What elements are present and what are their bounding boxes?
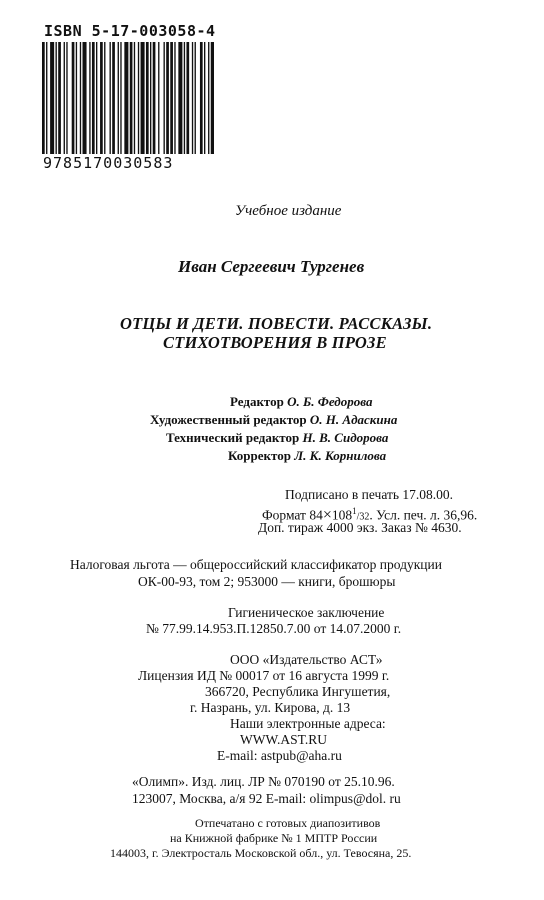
barcode-bar xyxy=(124,42,128,154)
barcode-bar xyxy=(100,42,103,154)
publisher-address1: 366720, Республика Ингушетия, xyxy=(205,684,391,699)
barcode-bar xyxy=(80,42,81,154)
ean-digits: 9785170030583 xyxy=(43,154,174,172)
barcode-bar xyxy=(146,42,149,154)
hygiene-line2: № 77.99.14.953.П.12850.7.00 от 14.07.2000 г. xyxy=(146,621,402,636)
barcode-bar xyxy=(184,42,185,154)
barcode-bar xyxy=(134,42,135,154)
format-line: Формат $84\times 108^1/32$. Усл. печ. л. 36,96. xyxy=(262,506,478,524)
barcode-bar xyxy=(72,42,75,154)
barcode-bar xyxy=(204,42,205,154)
barcode-bar xyxy=(141,42,145,154)
credit-proofreader: Корректор Л. К. Корнилова xyxy=(228,448,387,463)
book-title-line1: ОТЦЫ И ДЕТИ. ПОВЕСТИ. РАССКАЗЫ. xyxy=(120,314,433,333)
signed-to-print: Подписано в печать 17.08.00. xyxy=(285,487,454,502)
barcode-bar xyxy=(66,42,67,154)
barcode-bars xyxy=(42,42,214,154)
barcode-bar xyxy=(76,42,77,154)
barcode-bar xyxy=(158,42,159,154)
printed-line1: Отпечатано с готовых диапозитивов xyxy=(195,816,381,830)
credit-editor: Редактор О. Б. Федорова xyxy=(230,394,373,409)
barcode-bar xyxy=(130,42,133,154)
olimp-address: 123007, Москва, а/я 92 E-mail: olimpus@dol. ru xyxy=(132,791,401,806)
barcode-bar xyxy=(150,42,151,154)
barcode-bar xyxy=(170,42,173,154)
barcode-bar xyxy=(110,42,111,154)
barcode-bar xyxy=(200,42,203,154)
credits-block xyxy=(150,393,450,465)
barcode-bar xyxy=(166,42,169,154)
barcode-bar xyxy=(112,42,115,154)
publisher-name: ООО «Издательство АСТ» xyxy=(230,652,383,667)
tax-line1: Налоговая льгота — общероссийский классификатор продукции xyxy=(70,557,442,572)
barcode-bar xyxy=(92,42,95,154)
edition-type: Учебное издание xyxy=(235,203,342,219)
barcode-bar xyxy=(195,42,196,154)
barcode-bar xyxy=(118,42,119,154)
barcode-bar xyxy=(153,42,156,154)
publisher-email: E-mail: astpub@aha.ru xyxy=(217,748,342,763)
book-title-line2: СТИХОТВОРЕНИЯ В ПРОЗЕ xyxy=(163,333,387,352)
credit-art-editor: Художественный редактор О. Н. Адаскина xyxy=(150,412,398,427)
barcode-bar xyxy=(120,42,121,154)
isbn-number: ISBN 5-17-003058-4 xyxy=(44,22,216,40)
barcode-bar xyxy=(46,42,47,154)
barcode-bar xyxy=(96,42,97,154)
barcode-bar xyxy=(178,42,182,154)
olimp-license: «Олимп». Изд. лиц. ЛР № 070190 от 25.10.96. xyxy=(132,774,395,789)
barcode-bar xyxy=(164,42,165,154)
isbn-barcode xyxy=(40,22,216,172)
barcode-bar xyxy=(42,42,45,154)
publisher-email-heading: Наши электронные адреса: xyxy=(230,716,386,731)
barcode-bar xyxy=(104,42,105,154)
barcode-bar xyxy=(56,42,57,154)
barcode-bar xyxy=(89,42,90,154)
publisher-website: WWW.AST.RU xyxy=(240,732,327,747)
tax-line2: ОК-00-93, том 2; 953000 — книги, брошюры xyxy=(138,574,396,589)
barcode-bar xyxy=(208,42,209,154)
publisher-license: Лицензия ИД № 00017 от 16 августа 1999 г. xyxy=(138,668,390,683)
credit-tech-editor: Технический редактор Н. В. Сидорова xyxy=(166,430,389,445)
barcode-bar xyxy=(58,42,61,154)
publisher-address2: г. Назрань, ул. Кирова, д. 13 xyxy=(190,700,351,715)
barcode-bar xyxy=(174,42,175,154)
barcode-bar xyxy=(64,42,65,154)
print-run: Доп. тираж 4000 экз. Заказ № 4630. xyxy=(258,520,462,535)
barcode-bar xyxy=(138,42,139,154)
barcode-bar xyxy=(50,42,54,154)
barcode-bar xyxy=(83,42,87,154)
hygiene-line1: Гигиеническое заключение xyxy=(228,605,385,620)
printed-line3: 144003, г. Электросталь Московской обл., ул. Тевосяна, 25. xyxy=(110,846,412,860)
printed-line2: на Книжной фабрике № 1 МПТР России xyxy=(170,831,378,845)
barcode-bar xyxy=(211,42,214,154)
barcode-bar xyxy=(192,42,193,154)
author-name: Иван Сергеевич Тургенев xyxy=(178,257,365,276)
barcode-bar xyxy=(186,42,189,154)
